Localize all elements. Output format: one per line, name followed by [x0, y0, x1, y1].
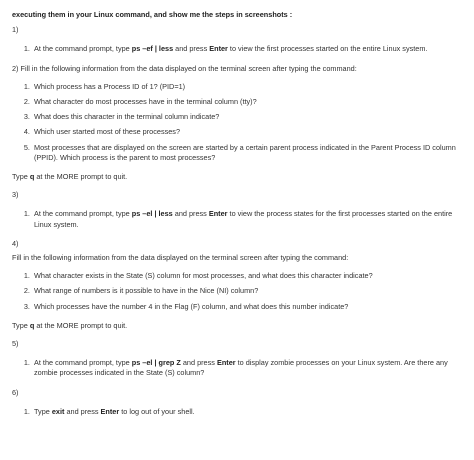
step-text: Type [34, 406, 52, 416]
section-4-intro: Fill in the following information from the data displayed on the terminal screen after typing the command: [12, 253, 349, 263]
step-command: ps –el | grep Z [131, 358, 181, 368]
section-2-question-1: 1. Which process has a Process ID of 1? (PID=1) [32, 82, 458, 92]
section-1-step-1 [32, 44, 458, 54]
step-text: At the command prompt, type [34, 358, 132, 368]
quit-key: q [29, 172, 35, 182]
step-text: At the command prompt, type [34, 209, 132, 219]
section-4-question-1: 1. What character exists in the State (S) column for most processes, and what does this character indicate? [32, 271, 458, 281]
section-6-number: 6) [12, 387, 19, 397]
step-text: and press [172, 209, 209, 219]
section-2-question-5: 5. Most processes that are displayed on the screen are started by a certain parent process indicated in the Parent Process ID column (PPID). Which process is the parent to most processes? [32, 143, 458, 163]
section-6-step-1 [32, 407, 458, 417]
section-6-steps [12, 407, 458, 417]
step-text: and press [64, 406, 101, 416]
section-5-step-1 [32, 358, 458, 378]
section-2-question-2: 2. What character do most processes have in the terminal column (tty)? [32, 97, 458, 107]
step-text: and press [173, 44, 210, 54]
step-text: to view the first processes started on the entire Linux system. [227, 44, 428, 54]
step-text: to view the process states for the first processes started on the entire Linux system. [34, 209, 453, 229]
quit-text: at the MORE prompt to quit. [34, 320, 128, 330]
section-4-quit-instruction [12, 321, 458, 331]
quit-text: Type [12, 320, 30, 330]
section-2-intro: 2) Fill in the following information from the data displayed on the terminal screen after typing the command: [12, 63, 357, 73]
section-4-number: 4) [12, 238, 19, 248]
section-3-number: 3) [12, 190, 19, 200]
step-key: Enter [100, 406, 120, 416]
step-key: Enter [208, 209, 228, 219]
section-2-quit-instruction [12, 172, 458, 182]
step-text: and press [180, 358, 217, 368]
document-heading: executing them in your Linux command, and show me the steps in screenshots : [12, 10, 293, 19]
quit-key: q [29, 320, 35, 330]
section-4-questions [12, 271, 458, 312]
step-key: Enter [216, 358, 236, 368]
step-key: Enter [209, 44, 228, 54]
section-2-question-4: 4. Which user started most of these processes? [32, 127, 458, 137]
quit-text: at the MORE prompt to quit. [34, 172, 128, 182]
step-text: to log out of your shell. [119, 406, 195, 416]
step-command: ps –el | less [131, 209, 173, 219]
section-4-question-2: 2. What range of numbers is it possible to have in the Nice (NI) column? [32, 286, 458, 296]
step-command: exit [51, 406, 65, 416]
quit-text: Type [12, 172, 30, 182]
step-text: At the command prompt, type [34, 44, 132, 54]
section-5-number: 5) [12, 339, 19, 349]
section-3-steps [12, 209, 458, 229]
section-1-number: 1) [12, 25, 19, 35]
section-2-questions [12, 82, 458, 163]
section-3-step-1 [32, 209, 458, 229]
section-2-question-3: 3. What does this character in the terminal column indicate? [32, 112, 458, 122]
step-text: to display zombie processes on your Linux system. Are there any zombie processes indicated in the State (S) column? [34, 358, 448, 378]
section-1-steps [12, 44, 458, 54]
section-4-question-3: 3. Which processes have the number 4 in the Flag (F) column, and what does this number indicate? [32, 302, 458, 312]
step-command: ps –ef | less [131, 44, 174, 54]
section-5-steps [12, 358, 458, 378]
